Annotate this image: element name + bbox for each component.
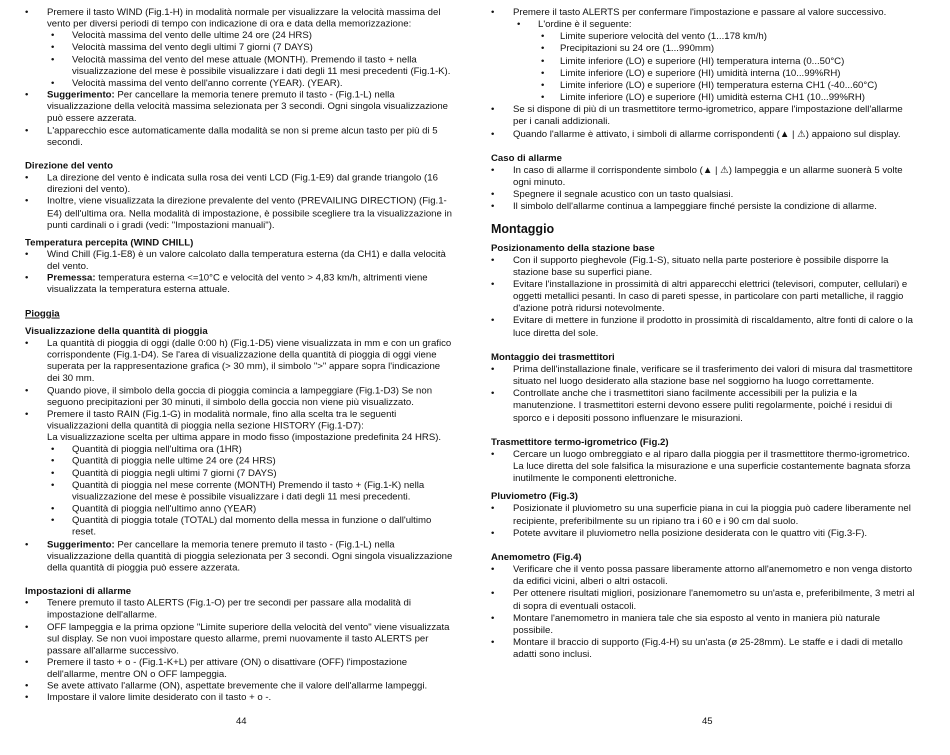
bullet-item (25, 54, 455, 78)
bullet-icon: • (517, 19, 521, 31)
bullet-item (491, 388, 916, 424)
bullet-icon: • (491, 637, 495, 649)
bullet-text: Limite inferiore (LO) e superiore (HI) temperatura esterna CH1 (-40...60°C) (560, 79, 878, 91)
bullet-text: Montare il braccio di supporto (Fig.4-H) su un'asta (ø 25-28mm). Le staffe e i dadi di metallo adatti sono inclusi. (513, 637, 903, 661)
bullet-item (491, 68, 916, 80)
bullet-text: Montare l'anemometro in maniera tale che sia esposto al vento in maniera più naturale possibile. (513, 612, 881, 636)
bullet-icon: • (51, 468, 55, 479)
section-heading: Direzione del vento (25, 160, 113, 172)
section-heading: Pioggia (25, 308, 60, 320)
bullet-icon: • (51, 54, 55, 66)
bullet-item (25, 444, 455, 456)
bullet-icon: • (25, 692, 29, 704)
bullet-text: Evitare di mettere in funzione il prodotto in prossimità di riscaldamento, altre fonti di calore o la luce diretta del sole. (513, 315, 913, 339)
bullet-icon: • (491, 104, 495, 116)
bullet-text: Velocità massima del vento degli ultimi 7 giorni (7 DAYS) (72, 42, 313, 54)
bullet-item (25, 78, 455, 90)
bullet-item (491, 449, 916, 485)
bullet-icon: • (541, 55, 545, 67)
bullet-text: Premere il tasto + o - (Fig.1-K+L) per attivare (ON) o disattivare (OFF) l'impostazione dell'allarme, mentre ON o OFF lampeggia. (47, 657, 408, 680)
bullet-item (25, 622, 455, 658)
bullet-text: Precipitazioni su 24 ore (1...990mm) (560, 43, 715, 55)
bullet-item (491, 255, 916, 279)
bullet-text: Limite inferiore (LO) e superiore (HI) umidità interna (10...99%RH) (560, 67, 841, 79)
bullet-icon: • (25, 7, 29, 18)
bullet-text: Per ottenere risultati migliori, posizionare l'anemometro su un'asta e, preferibilmente, 3 metri al di sopra di eventuali ostacoli. (513, 588, 915, 612)
bullet-item (25, 539, 455, 575)
bullet-text: Verificare che il vento possa passare liberamente attorno all'anemometro e non venga distorto da edifici vicini, alberi o altri ostacoli. (513, 564, 913, 588)
bullet-item (25, 480, 455, 504)
bullet-text: Se si dispone di più di un trasmettitore termo-igrometrico, appare l'impostazione dell'allarme per i canali addizionali. (513, 104, 903, 128)
bullet-item (25, 598, 455, 622)
bullet-text: Velocità massima del vento delle ultime 24 ore (24 HRS) (72, 30, 312, 42)
bullet-item (25, 7, 455, 31)
bullet-item (491, 189, 916, 201)
bullet-item (25, 693, 455, 705)
bullet-text: Premere il tasto ALERTS per confermare l'impostazione e passare al valore successivo. (513, 7, 887, 18)
bullet-icon: • (491, 612, 495, 624)
spacer (491, 425, 916, 431)
bullet-item (491, 564, 916, 588)
bullet-icon: • (491, 315, 495, 327)
bullet-item (491, 279, 916, 315)
indented-paragraph (25, 433, 455, 445)
bullet-icon: • (25, 385, 29, 396)
section-heading: Posizionamento della stazione base (491, 242, 655, 254)
bullet-item (491, 613, 916, 637)
bullet-icon: • (25, 408, 29, 420)
bullet-item (491, 165, 916, 189)
bullet-text: Cercare un luogo ombreggiato e al riparo dalla pioggia per il trasmettitore thermo-igrometrico. La luce diretta del sole falsifica la misurazione e una superficie costantemente bagnata sforza inutilmente le componenti elettroniche. (513, 448, 911, 485)
bullet-icon: • (25, 337, 29, 349)
bullet-item (491, 503, 916, 527)
bullet-text: Wind Chill (Fig.1-E8) è un valore calcolato dalla temperatura esterna (da CH1) e dalla velocità del vento. (47, 249, 446, 272)
bullet-text: Quantità di pioggia negli ultimi 7 giorni (7 DAYS) (72, 468, 277, 479)
spacer (491, 340, 916, 346)
bullet-item (25, 338, 455, 385)
bullet-icon: • (25, 125, 29, 137)
bullet-text: Premere il tasto RAIN (Fig.1-G) in modalità normale, fino alla scelta tra le seguenti visualizzazioni della quantità di pioggia nella sezione HISTORY (Fig.1-D7): (47, 408, 397, 432)
bullet-text: Quantità di pioggia totale (TOTAL) dal momento della messa in funzione o dall'ultimo reset. (72, 515, 432, 538)
spacer (25, 297, 455, 303)
bullet-text: Se avete attivato l'allarme (ON), aspettate brevemente che il valore dell'allarme lampeggi. (47, 680, 428, 692)
bullet-icon: • (25, 172, 29, 184)
bullet-item (25, 173, 455, 197)
bold-label: Suggerimento: (47, 539, 115, 550)
bullet-icon: • (491, 7, 495, 18)
bullet-icon: • (491, 128, 495, 140)
paragraph-text: La visualizzazione scelta per ultima appare in modo fisso (impostazione predefinita 24 HRS). (47, 432, 442, 444)
bullet-item (25, 456, 455, 468)
section-heading: Impostazioni di allarme (25, 586, 132, 597)
bullet-icon: • (541, 31, 545, 43)
bullet-icon: • (491, 201, 495, 213)
bullet-item (491, 31, 916, 43)
bullet-icon: • (491, 564, 495, 576)
bullet-text: Per cancellare la memoria tenere premuto il tasto - (Fig.1-L) nella visualizzazione della quantità di pioggia selezionata per 3 secondi. Ogni singola visualizzazione della quantità di pioggia può essere azzerata. (47, 539, 453, 574)
bullet-item (491, 7, 916, 19)
bullet-icon: • (51, 515, 55, 527)
bullet-icon: • (51, 503, 55, 515)
bullet-item (25, 657, 455, 681)
bullet-item (25, 125, 455, 149)
bullet-item (491, 104, 916, 128)
bullet-item (491, 201, 916, 213)
bullet-text: L'apparecchio esce automaticamente dalla modalità se non si preme alcun tasto per più di 5 secondi. (47, 125, 438, 148)
bullet-text: Posizionate il pluviometro su una superficie piana in cui la pioggia può cadere liberamente nel recipiente, preferibilmente su un ripiano tra i 60 e i 90 cm dal suolo. (513, 503, 911, 527)
bullet-text: Premere il tasto WIND (Fig.1-H) in modalità normale per visualizzare la velocità massima del vento per diversi periodi di tempo con indicazione di ora e data della memorizzazione: (47, 7, 441, 30)
bullet-text: Con il supporto pieghevole (Fig.1-S), situato nella parte posteriore è possibile disporre la stazione base su superfici piane. (513, 254, 889, 278)
section-heading: Trasmettitore termo-igrometrico (Fig.2) (491, 436, 669, 448)
bullet-text: Quando l'allarme è attivato, i simboli di allarme corrispondenti (▲ | ⚠) appaiono sul display. (513, 128, 901, 140)
bullet-icon: • (491, 527, 495, 539)
spacer (25, 575, 455, 581)
section-heading: Montaggio dei trasmettitori (491, 351, 615, 363)
bullet-text: temperatura esterna <=10°C e velocità del vento > 4,83 km/h, altrimenti viene visualizzata la temperatura esterna attuale. (47, 273, 428, 296)
bullet-icon: • (25, 249, 29, 261)
bullet-item (491, 528, 916, 540)
bullet-icon: • (541, 43, 545, 55)
bullet-item (25, 681, 455, 693)
right-page-column (491, 7, 916, 661)
bullet-item (25, 273, 455, 297)
bullet-text: Quantità di pioggia nelle ultime 24 ore (24 HRS) (72, 456, 276, 467)
section-heading: Anemometro (Fig.4) (491, 551, 582, 563)
bullet-icon: • (541, 67, 545, 79)
bullet-text: Il simbolo dell'allarme continua a lampeggiare finché persiste la condizione di allarme. (513, 201, 877, 213)
bullet-text: Tenere premuto il tasto ALERTS (Fig.1-O) per tre secondi per passare alla modalità di impostazione dell'allarme. (47, 598, 412, 621)
bullet-item (491, 364, 916, 388)
bullet-item (491, 56, 916, 68)
bullet-icon: • (51, 479, 55, 491)
bullet-text: Controllate anche che i trasmettitori siano facilmente accessibili per la pulizia e la manutenzione. I trasmettitori esterni devono essere puliti regolarmente, poiché i residui di sporco e i depositi possono influenzare le misurazioni. (513, 388, 893, 424)
section-heading: Pluviometro (Fig.3) (491, 491, 578, 503)
bullet-icon: • (491, 164, 495, 176)
bullet-icon: • (51, 456, 55, 467)
bullet-icon: • (491, 189, 495, 201)
bullet-item (491, 19, 916, 31)
bullet-item (491, 637, 916, 661)
bullet-icon: • (51, 444, 55, 456)
bullet-icon: • (541, 79, 545, 91)
bullet-text: Prima dell'installazione finale, verificare se il trasferimento dei valori di misura dal trasmettitore situato nel luogo desiderato alla stazione base nel soggiorno ha luogo correttamente. (513, 363, 913, 388)
bullet-text: Velocità massima del vento dell'anno corrente (YEAR). (YEAR). (72, 78, 343, 89)
bullet-icon: • (25, 89, 29, 101)
section-heading: Caso di allarme (491, 152, 562, 164)
bullet-item (25, 249, 455, 273)
bullet-text: L'ordine è il seguente: (538, 19, 632, 31)
bullet-item (25, 385, 455, 409)
bullet-item (25, 468, 455, 480)
bullet-icon: • (25, 680, 29, 692)
section-heading: Temperatura percepita (WIND CHILL) (25, 237, 194, 249)
page-number-left: 44 (236, 716, 247, 727)
bullet-icon: • (541, 92, 545, 104)
bullet-item (491, 129, 916, 141)
bullet-text: La direzione del vento è indicata sulla rosa dei venti LCD (Fig.1-E9) dal grande triangolo (16 direzioni del vento). (47, 172, 438, 196)
bullet-text: Quantità di pioggia nell'ultimo anno (YEAR) (72, 503, 257, 515)
bullet-text: La quantità di pioggia di oggi (dalle 0:00 h) (Fig.1-D5) viene visualizzata in mm e con un grafico corrispondente (Fig.1-D4). Se l'area di visualizzazione della quantità di pioggia di oggi viene superata per la rappresentazione grafica (> 30 mm), il simbolo ">" appare sopra l'indicazione dei 30 mm. (47, 337, 452, 385)
bullet-text: OFF lampeggia e la prima opzione "Limite superiore della velocità del vento" viene visualizzata sul display. Se non vuoi impostare questo allarme, premi nuovamente il tasto ALERTS per passare all'allarme successivo. (47, 621, 450, 657)
spacer (25, 149, 455, 155)
bullet-icon: • (491, 448, 495, 460)
section-heading: Visualizzazione della quantità di pioggia (25, 326, 208, 337)
bullet-icon: • (51, 78, 55, 89)
bullet-icon: • (491, 588, 495, 600)
bullet-text: Limite inferiore (LO) e superiore (HI) temperatura interna (0...50°C) (560, 55, 845, 67)
bullet-item (25, 43, 455, 55)
bullet-icon: • (25, 598, 29, 609)
page-number-right: 45 (702, 716, 713, 727)
bullet-icon: • (491, 278, 495, 290)
spacer (491, 540, 916, 546)
bullet-text: Potete avvitare il pluviometro nella posizione desiderata con le quattro viti (Fig.3-F). (513, 527, 868, 539)
bullet-text: Evitare l'installazione in prossimità di altri apparecchi elettrici (televisori, computer, cellulari) e oggetti metallici pesanti. In caso di pareti spesse, in particolare con parti metalliche, il raggio d'azione potrà ridursi notevolmente. (513, 278, 908, 315)
chapter-heading: Montaggio (491, 221, 555, 236)
bullet-text: Inoltre, viene visualizzata la direzione prevalente del vento (PREVAILING DIRECTION) (Fig.1-E4) dell'ultima ora. Nella modalità di impostazione, è possibile scegliere tra la visualizzazione in punti cardinali o i gradi (vedi: "Impostazioni manuali"). (47, 196, 452, 231)
bullet-text: Limite superiore velocità del vento (1...178 km/h) (560, 31, 767, 43)
bullet-item (25, 504, 455, 516)
bullet-text: Limite inferiore (LO) e superiore (HI) umidità esterna CH1 (10...99%RH) (560, 92, 865, 104)
bullet-item (491, 315, 916, 339)
bullet-text: Velocità massima del vento del mese attuale (MONTH). Premendo il tasto + nella visualizzazione del mese è possibile visualizzare i dati degli 11 mesi precedenti (Fig.1-K). (72, 54, 451, 77)
left-page-column (25, 7, 455, 705)
bullet-item (25, 90, 455, 126)
bold-label: Suggerimento: (47, 89, 115, 101)
bullet-text: Quantità di pioggia nell'ultima ora (1HR) (72, 444, 242, 456)
bullet-icon: • (491, 363, 495, 375)
bullet-icon: • (25, 657, 29, 668)
bullet-item (25, 31, 455, 43)
bullet-icon: • (25, 539, 29, 550)
bullet-item (491, 588, 916, 612)
bullet-item (25, 196, 455, 232)
bullet-text: Impostare il valore limite desiderato con il tasto + o -. (47, 692, 272, 704)
bullet-icon: • (491, 503, 495, 515)
bold-label: Premessa: (47, 273, 96, 284)
bullet-item (491, 80, 916, 92)
bullet-icon: • (491, 254, 495, 266)
bullet-item (25, 515, 455, 539)
bullet-text: Per cancellare la memoria tenere premuto il tasto - (Fig.1-L) nella visualizzazione della velocità massima selezionata per 3 secondi. Ogni singola visualizzazione può essere azzerata. (47, 89, 449, 125)
bullet-text: Quantità di pioggia nel mese corrente (MONTH) Premendo il tasto + (Fig.1-K) nella visualizzazione del mese è possibile visualizzare i dati degli 11 mesi precedenti. (72, 479, 425, 503)
bullet-icon: • (51, 30, 55, 42)
bullet-text: Spegnere il segnale acustico con un tasto qualsiasi. (513, 189, 734, 201)
bullet-icon: • (25, 621, 29, 633)
bullet-text: Quando piove, il simbolo della goccia di pioggia comincia a lampeggiare (Fig.1-D3) Se non seguono precipitazioni per 30 minuti, il simbolo della goccia non viene più visualizzato. (47, 385, 433, 408)
bullet-item (491, 92, 916, 104)
bullet-item (491, 43, 916, 55)
bullet-text: In caso di allarme il corrispondente simbolo (▲ | ⚠) lampeggia e un allarme suonerà 5 volte ogni minuto. (513, 164, 903, 189)
spacer (491, 141, 916, 147)
bullet-item (25, 409, 455, 433)
bullet-icon: • (25, 196, 29, 207)
bullet-icon: • (51, 42, 55, 54)
bullet-icon: • (25, 273, 29, 284)
bullet-icon: • (491, 388, 495, 400)
